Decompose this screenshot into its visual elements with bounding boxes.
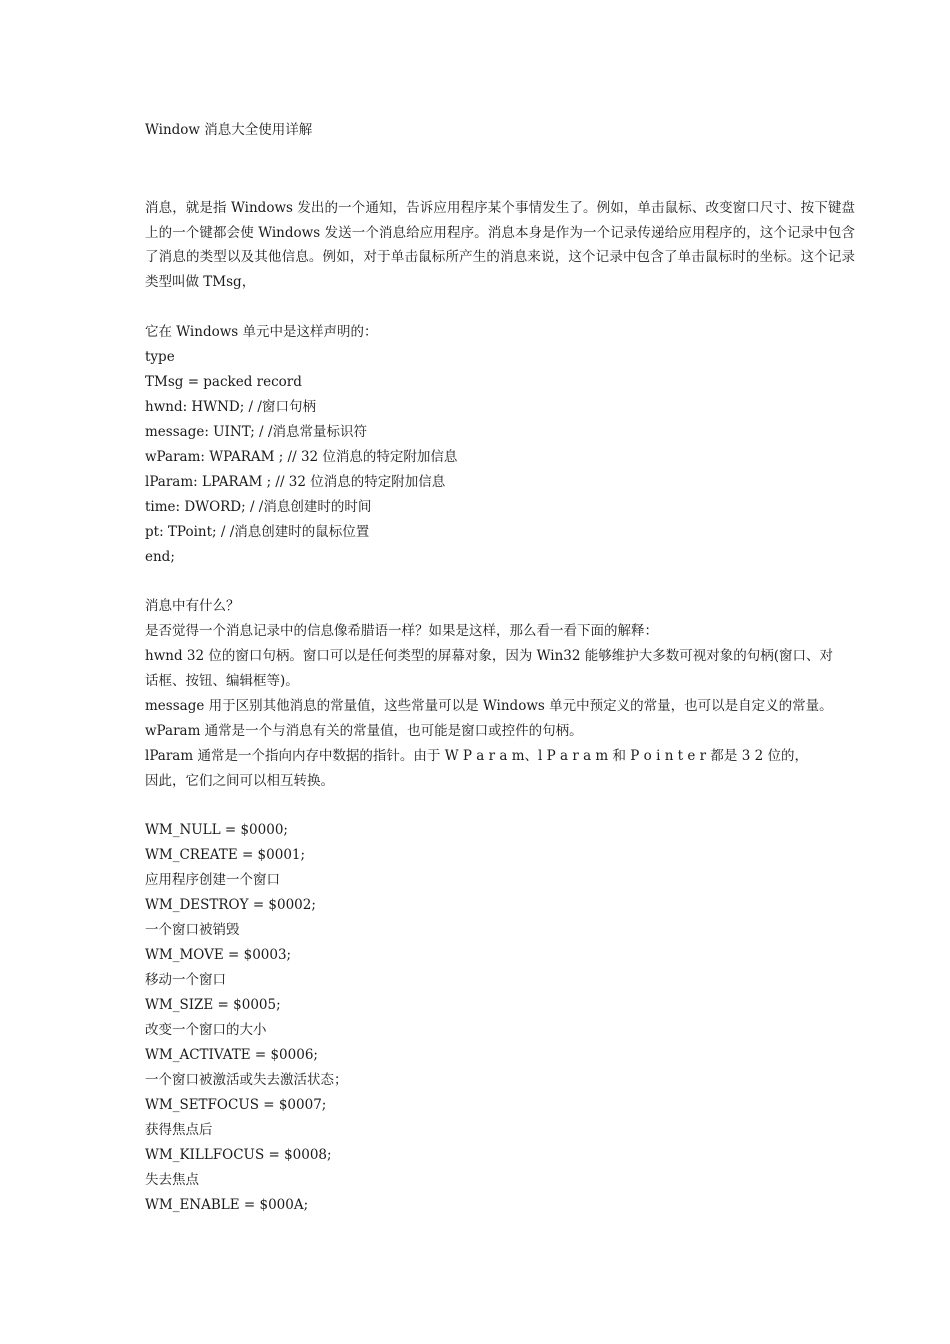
message-description: 获得焦点后: [145, 1122, 213, 1138]
message-constant: WM_CREATE = $0001;: [145, 847, 306, 863]
explanation-lparam: lParam 通常是一个指向内存中数据的指针。由于 W P a r a m、l P a r a m 和 P o i n t e r 都是 3 2 位的，: [145, 748, 808, 764]
declaration-line: end;: [145, 549, 175, 565]
declaration-line: message: UINT; / /消息常量标识符: [145, 424, 367, 440]
explanation-question: 是否觉得一个消息记录中的信息像希腊语一样？如果是这样，那么看一看下面的解释：: [145, 623, 658, 639]
message-description: 改变一个窗口的大小: [145, 1022, 267, 1038]
explanation-wparam: wParam 通常是一个与消息有关的常量值，也可能是窗口或控件的句柄。: [145, 723, 583, 739]
message-constant: WM_MOVE = $0003;: [145, 947, 292, 963]
declaration-line: wParam: WPARAM ; // 32 位消息的特定附加信息: [145, 449, 458, 465]
declaration-line: pt: TPoint; / /消息创建时的鼠标位置: [145, 524, 370, 540]
intro-paragraph: 消息，就是指 Windows 发出的一个通知，告诉应用程序某个事情发生了。例如，单击鼠标、改变窗口尺寸、按下键盘上的一个键都会使 Windows 发送一个消息给应用程序。消息本身是作为一个记录传递给应用程序的，这个记录中包含了消息的类型以及其他信息。例如，对于单击鼠标所产生的消息来说，这个记录中包含了单击鼠标时的坐标。这个记录类型叫做 TMsg，: [145, 200, 855, 290]
declaration-line: type: [145, 349, 175, 365]
message-constant: WM_ENABLE = $000A;: [145, 1197, 309, 1213]
declaration-line: lParam: LPARAM ; // 32 位消息的特定附加信息: [145, 474, 446, 490]
message-constant: WM_KILLFOCUS = $0008;: [145, 1147, 332, 1163]
message-description: 应用程序创建一个窗口: [145, 872, 280, 888]
declaration-line: TMsg = packed record: [145, 374, 302, 390]
declaration-line: time: DWORD; / /消息创建时的时间: [145, 499, 372, 515]
message-constant: WM_DESTROY = $0002;: [145, 897, 316, 913]
declaration-line: hwnd: HWND; / /窗口句柄: [145, 399, 316, 415]
message-description: 失去焦点: [145, 1172, 199, 1188]
message-constant: WM_ACTIVATE = $0006;: [145, 1047, 318, 1063]
explanation-conclusion: 因此，它们之间可以相互转换。: [145, 773, 334, 789]
message-constant: WM_NULL = $0000;: [145, 822, 288, 838]
message-description: 移动一个窗口: [145, 972, 226, 988]
message-description: 一个窗口被激活或失去激活状态；: [145, 1072, 348, 1088]
explanation-message: message 用于区别其他消息的常量值，这些常量可以是 Windows 单元中预定义的常量，也可以是自定义的常量。: [145, 698, 833, 714]
document-title: Window 消息大全使用详解: [145, 122, 313, 138]
explanation-hwnd-continued: 话框、按钮、编辑框等)。: [145, 673, 299, 689]
message-constant: WM_SETFOCUS = $0007;: [145, 1097, 327, 1113]
explanation-hwnd: hwnd 32 位的窗口句柄。窗口可以是任何类型的屏幕对象，因为 Win32 能够维护大多数可视对象的句柄(窗口、对: [145, 648, 834, 664]
message-constant: WM_SIZE = $0005;: [145, 997, 281, 1013]
section-heading: 消息中有什么？: [145, 598, 240, 614]
message-description: 一个窗口被销毁: [145, 922, 240, 938]
declaration-line: 它在 Windows 单元中是这样声明的：: [145, 324, 378, 340]
